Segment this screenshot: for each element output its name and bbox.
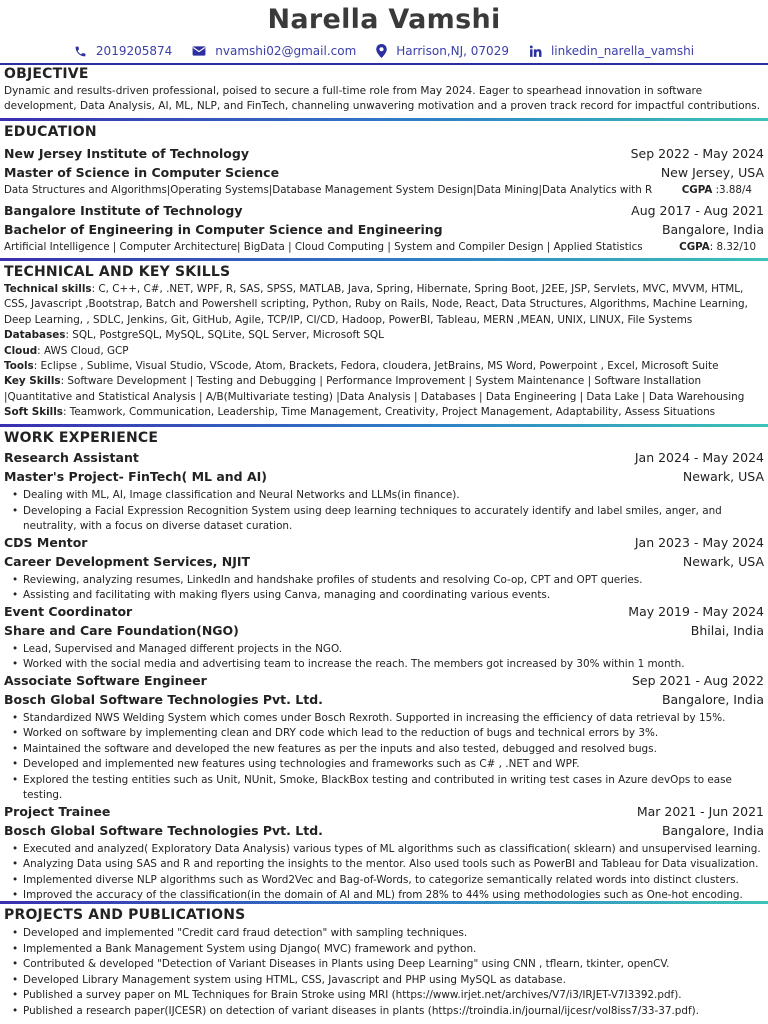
- skill-label: Technical skills: [4, 283, 92, 295]
- skill-line: [4, 359, 764, 374]
- list-item: • Developed and implemented "Credit card fraud detection" with sampling techniques.: [12, 926, 764, 942]
- section-divider: [0, 258, 768, 261]
- list-item: • Worked with the social media and advertising team to increase the reach. The members got increased by 30% within 1 month.: [12, 657, 764, 673]
- objective-text: Dynamic and results-driven professional, poised to secure a full-time role from May 2024. Eager to spearhead innovation in software development, Data Analysis, AI, ML, NLP, and FinTech, channeling unwavering motivation and a proven track record for impactful contributions.: [4, 85, 761, 112]
- skill-line: [4, 282, 764, 328]
- list-item: • Assisting and facilitating with making flyers using Canva, managing and coordinating various events.: [12, 588, 764, 604]
- list-item: • Contributed & developed "Detection of Variant Diseases in Plants using Deep Learning" using CNN , tflearn, tkinter, openCV.: [12, 957, 764, 973]
- list-item: • Analyzing Data using SAS and R and reporting the insights to the mentor. Also used tools such as PowerBI and Tableau for Data visualization.: [12, 857, 764, 873]
- job-location: Newark, USA: [682, 553, 764, 569]
- work-section: [4, 430, 764, 904]
- gpa-value: : 8.32/10: [709, 241, 756, 253]
- education-entry: [4, 203, 764, 258]
- project-bullets: [4, 926, 764, 1019]
- job-location: Newark, USA: [682, 469, 764, 484]
- education-entry: [4, 146, 764, 203]
- skill-text: : SQL, PostgreSQL, MySQL, SQLite, SQL Server, Microsoft SQL: [65, 329, 384, 342]
- job-role: CDS Mentor: [4, 534, 88, 550]
- list-item: • Explored the testing entities such as Unit, NUnit, Smoke, BlackBox testing and contributed in writing test cases in Azure devOps to ease testing.: [12, 773, 764, 804]
- phone-text: 2019205874: [95, 44, 173, 58]
- job-entry: [4, 604, 764, 673]
- job-entry: [4, 804, 764, 904]
- section-divider: [0, 901, 768, 904]
- job-dates: Jan 2024 - May 2024: [634, 450, 764, 465]
- skill-text: : AWS Cloud, GCP: [37, 344, 129, 357]
- job-org: Master's Project- FinTech( ML and AI): [4, 469, 268, 484]
- list-item: • Standardized NWS Welding System which comes under Bosch Rexroth. Supported in increasing the efficiency of data retrieval by 15%.: [12, 711, 764, 727]
- school-name: Bangalore Institute of Technology: [4, 203, 243, 218]
- section-title: PROJECTS AND PUBLICATIONS: [4, 907, 246, 923]
- job-location: Bangalore, India: [661, 822, 764, 838]
- list-item: • Executed and analyzed( Exploratory Data Analysis) various types of ML algorithms such as classification( sklearn) and unsupervised learning.: [12, 842, 764, 858]
- job-role: Research Assistant: [4, 450, 139, 465]
- skill-line: [4, 405, 764, 420]
- list-item: • Developed and implemented new features using technologies and frameworks such as C# , .NET and WPF.: [12, 757, 764, 773]
- job-bullets: [4, 573, 764, 604]
- skill-text: : Software Development | Testing and Debugging | Performance Improvement | System Maintenance | Software Installation |Quantitative and Statistical Analysis | A/B(Multivariate testing) |Data Analysis | Databases | Data Engineering | Data Lake | Data Warehousing: [4, 375, 745, 403]
- education-dates: Sep 2022 - May 2024: [630, 146, 764, 161]
- map-pin-icon: [376, 44, 387, 58]
- education-location: New Jersey, USA: [660, 165, 764, 180]
- header-divider: [0, 63, 768, 65]
- linkedin-text: linkedin_narella_vamshi: [550, 44, 695, 58]
- degree-name: Bachelor of Engineering in Computer Science and Engineering: [4, 222, 443, 237]
- skill-line: [4, 328, 764, 343]
- job-org: Bosch Global Software Technologies Pvt. Ltd.: [4, 822, 323, 838]
- list-item: • Improved the accuracy of the classification(in the domain of AI and ML) from 28% to 44% using methodologies such as One-hot encoding.: [12, 888, 764, 904]
- location-text: Harrison,NJ, 07029: [396, 44, 509, 58]
- job-role: Associate Software Engineer: [4, 672, 207, 688]
- gpa: [682, 184, 752, 196]
- list-item: • Reviewing, analyzing resumes, LinkedIn and handshake profiles of students and resolving Co-op, CPT and OPT queries.: [12, 573, 764, 589]
- email-contact[interactable]: [192, 44, 356, 58]
- skills-section: [4, 264, 764, 421]
- job-bullets: [4, 711, 764, 804]
- education-dates: Aug 2017 - Aug 2021: [631, 203, 764, 218]
- list-item: • Lead, Supervised and Managed different projects in the NGO.: [12, 642, 764, 658]
- list-item: • Implemented diverse NLP algorithms such as Word2Vec and Bag-of-Words, to categorize semantically related words into distinct clusters.: [12, 873, 764, 889]
- list-item: • Maintained the software and developed the new features as per the inputs and also tested, debugged and resolved bugs.: [12, 742, 764, 758]
- skill-label: Tools: [4, 360, 34, 373]
- job-bullets: [4, 488, 764, 535]
- skill-line: [4, 344, 764, 359]
- job-dates: Mar 2021 - Jun 2021: [636, 803, 764, 819]
- job-bullets: [4, 642, 764, 673]
- job-dates: Sep 2021 - Aug 2022: [632, 672, 764, 688]
- section-title: TECHNICAL AND KEY SKILLS: [4, 264, 231, 280]
- skill-line: [4, 374, 764, 405]
- phone-contact[interactable]: [74, 44, 172, 58]
- skill-text: : C, C++, C#, .NET, WPF, R, SAS, SPSS, MATLAB, Java, Spring, Hibernate, Spring Boot, J2EE, JSP, Servlets, MVC, MVVM, HTML, CSS, Javascript ,Bootstrap, Batch and Powershell scripting, Python, Ruby on Rails, Node, React, Data Structures, Algorithms, Machine Learning, Deep Learning, , SDLC, Jenkins, Git, GitHub, Agile, TCP/IP, CI/CD, Hadoop, PowerBI, Tableau, MERN ,MEAN, UNIX, LINUX, File Systems: [4, 283, 748, 326]
- skill-label: Soft Skills: [4, 406, 63, 419]
- section-title: WORK EXPERIENCE: [4, 430, 159, 446]
- coursework: Data Structures and Algorithms|Operating Systems|Database Management System Design|Data Mining|Data Analytics with R: [4, 184, 653, 196]
- job-role: Project Trainee: [4, 803, 111, 819]
- job-entry: [4, 450, 764, 535]
- objective-section: [4, 66, 764, 114]
- list-item: • Dealing with ML, AI, Image classification and Neural Networks and LLMs(in finance).: [12, 488, 764, 504]
- location-contact: [376, 44, 509, 58]
- contact-bar: [0, 44, 768, 58]
- linkedin-icon: [529, 45, 542, 58]
- list-item: • Implemented a Bank Management System using Django( MVC) framework and python.: [12, 942, 764, 958]
- job-dates: May 2019 - May 2024: [628, 603, 764, 619]
- page-title: Narella Vamshi: [267, 4, 501, 35]
- skill-label: Key Skills: [4, 375, 61, 388]
- section-divider: [0, 424, 768, 427]
- job-role: Event Coordinator: [4, 603, 133, 619]
- list-item: • Worked on software by implementing clean and DRY code which lead to the reduction of bugs and technical errors by 3%.: [12, 726, 764, 742]
- skill-label: Cloud: [4, 344, 38, 357]
- gpa-label: CGPA: [681, 184, 713, 196]
- degree-name: Master of Science in Computer Science: [4, 165, 280, 180]
- job-org: Bosch Global Software Technologies Pvt. Ltd.: [4, 691, 323, 707]
- section-divider: [0, 118, 768, 121]
- education-section: [4, 124, 764, 258]
- job-org: Share and Care Foundation(NGO): [4, 622, 239, 638]
- gpa: [679, 241, 756, 253]
- job-bullets: [4, 842, 764, 904]
- list-item: • Published a research paper(IJCESR) on detection of variant diseases in plants (https://troindia.in/journal/ijcesr/vol8iss7/33-37.pdf).: [12, 1004, 764, 1020]
- list-item: • Developing a Facial Expression Recognition System using deep learning techniques to accurately identify and label smiles, anger, and neutrality, with a focus on diverse dataset curation.: [12, 504, 764, 535]
- job-location: Bangalore, India: [661, 691, 764, 707]
- phone-icon: [74, 45, 87, 58]
- job-entry: [4, 535, 764, 604]
- gpa-value: :3.88/4: [712, 184, 752, 196]
- gpa-label: CGPA: [679, 241, 710, 253]
- list-item: • Published a survey paper on ML Techniques for Brain Stroke using MRI (https://www.irjet.net/archives/V7/i3/IRJET-V7I3392.pdf).: [12, 988, 764, 1004]
- job-org: Career Development Services, NJIT: [4, 553, 251, 569]
- envelope-icon: [192, 45, 206, 57]
- education-location: Bangalore, India: [661, 222, 764, 237]
- coursework: Artificial Intelligence | Computer Architecture| BigData | Cloud Computing | System and Compiler Design | Applied Statistics: [4, 241, 643, 253]
- section-title: EDUCATION: [4, 124, 97, 140]
- skill-text: : Teamwork, Communication, Leadership, Time Management, Creativity, Project Management, Adaptability, Assess Situations: [63, 406, 716, 419]
- linkedin-contact[interactable]: [529, 44, 694, 58]
- projects-section: [4, 907, 764, 1019]
- job-dates: Jan 2023 - May 2024: [634, 534, 764, 550]
- section-title: OBJECTIVE: [4, 66, 89, 82]
- school-name: New Jersey Institute of Technology: [4, 146, 249, 161]
- list-item: • Developed Library Management system using HTML, CSS, Javascript and PHP using MySQL as database.: [12, 973, 764, 989]
- job-entry: [4, 673, 764, 804]
- job-location: Bhilai, India: [690, 622, 764, 638]
- skill-text: : Eclipse , Sublime, Visual Studio, VScode, Atom, Brackets, Fedora, cloudera, JetBrains, MS Word, Powerpoint , Excel, Microsoft Suite: [33, 360, 719, 373]
- email-text: nvamshi02@gmail.com: [215, 44, 357, 58]
- skill-label: Databases: [4, 329, 66, 342]
